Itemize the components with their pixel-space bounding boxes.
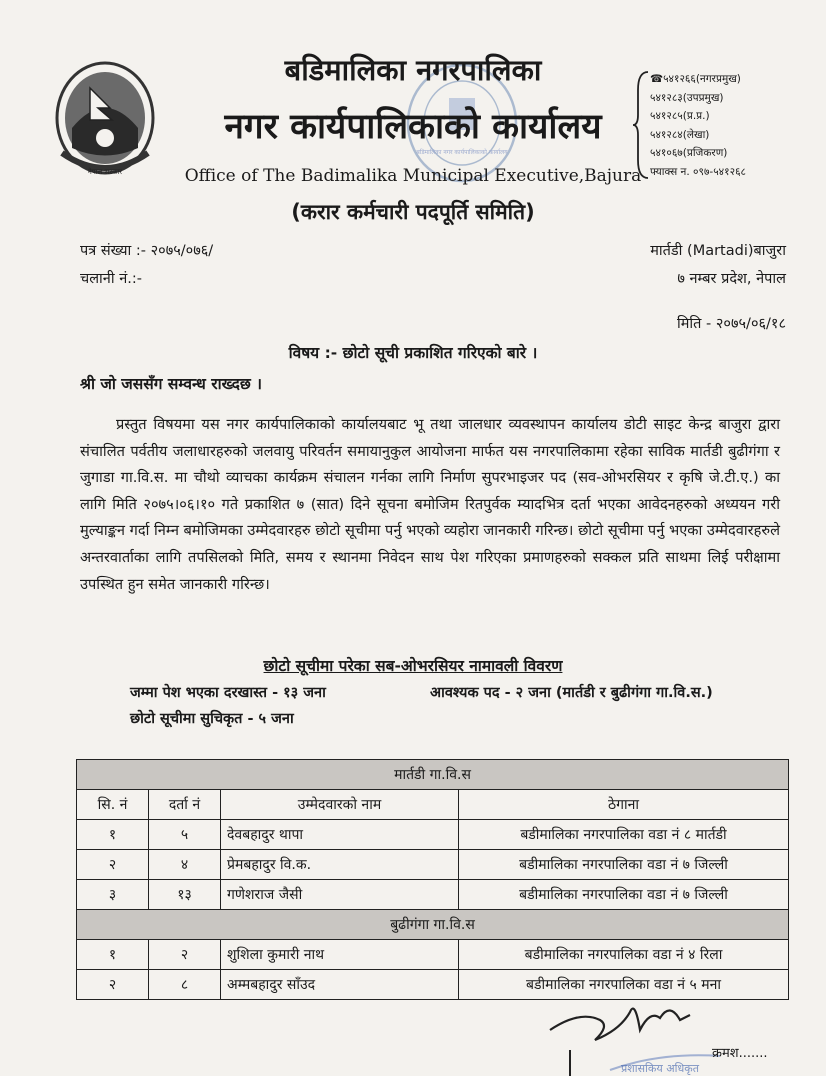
registration-cell: ५ bbox=[149, 820, 221, 850]
office-title-english: Office of The Badimalika Municipal Executive,Bajura bbox=[184, 166, 642, 186]
serial-cell: १ bbox=[77, 820, 149, 850]
column-header: ठेगाना bbox=[459, 790, 789, 820]
registration-cell: ४ bbox=[149, 850, 221, 880]
contact-line: ☎५४१२६६(नगरप्रमुख) bbox=[650, 73, 741, 85]
province: ७ नम्बर प्रदेश, नेपाल bbox=[677, 271, 786, 287]
letter-date: मिति - २०७५/०६/१८ bbox=[677, 316, 786, 332]
candidate-name-cell: देवबहादुर थापा bbox=[221, 820, 459, 850]
address-cell: बडीमालिका नगरपालिका वडा नं ७ जिल्ली bbox=[459, 850, 789, 880]
candidate-name-cell: प्रेमबहादुर वि.क. bbox=[221, 850, 459, 880]
office-title: नगर कार्यपालिकाको कार्यालय bbox=[224, 107, 602, 147]
serial-cell: ३ bbox=[77, 880, 149, 910]
address-cell: बडीमालिका नगरपालिका वडा नं ७ जिल्ली bbox=[459, 880, 789, 910]
registration-cell: २ bbox=[149, 940, 221, 970]
candidate-name-cell: गणेशराज जैसी bbox=[221, 880, 459, 910]
place: मार्तडी (Martadi)बाजुरा bbox=[650, 243, 786, 259]
section-name: मार्तडी गा.वि.स bbox=[77, 760, 789, 790]
stamp-text: बडिमालिका नगर कार्यपालिकाको कार्यालय bbox=[416, 149, 508, 156]
address-cell: बडीमालिका नगरपालिका वडा नं ४ रिला bbox=[459, 940, 789, 970]
registration-cell: १३ bbox=[149, 880, 221, 910]
contact-numbers bbox=[650, 70, 800, 181]
contact-line: ५४१२८५(प्र.प्र.) bbox=[650, 110, 710, 122]
contact-line: फ्याक्स न. ०९७-५४१२६८ bbox=[650, 165, 746, 178]
subject-line: विषय :- छोटो सूची प्रकाशित गरिएको बारे । bbox=[288, 344, 538, 362]
serial-cell: २ bbox=[77, 850, 149, 880]
contact-line: ५४१२८३(उपप्रमुख) bbox=[650, 91, 724, 104]
continued-mark: क्रमश....... bbox=[712, 1046, 768, 1061]
registration-cell: ८ bbox=[149, 970, 221, 1000]
table-row bbox=[77, 850, 789, 880]
serial-cell: २ bbox=[77, 970, 149, 1000]
emblem-caption: नेपाल सरकार bbox=[87, 168, 123, 176]
dispatch-number: चलानी नं.:- bbox=[80, 271, 142, 287]
required-posts: आवश्यक पद - २ जना (मार्तडी र बुढीगंगा गा.वि.स.) bbox=[430, 685, 713, 701]
candidate-name-cell: अम्मबहादुर साँउद bbox=[221, 970, 459, 1000]
committee-title: (करार कर्मचारी पदपूर्ति समिति) bbox=[291, 200, 535, 224]
brace-icon bbox=[632, 70, 650, 180]
shortlist-table bbox=[76, 759, 789, 1000]
column-header: उम्मेदवारको नाम bbox=[221, 790, 459, 820]
shortlisted-count: छोटो सूचीमा सुचिकृत - ५ जना bbox=[130, 711, 294, 727]
reference-number: पत्र संख्या :- २०७५/०७६/ bbox=[80, 243, 214, 259]
address-cell: बडीमालिका नगरपालिका वडा नं ८ मार्तडी bbox=[459, 820, 789, 850]
section-row bbox=[77, 910, 789, 940]
signature-stamp-text: प्रशासकिय अधिकृत bbox=[621, 1062, 699, 1075]
serial-cell: १ bbox=[77, 940, 149, 970]
salutation: श्री जो जससँग सम्वन्ध राख्दछ । bbox=[80, 375, 262, 393]
table-row bbox=[77, 880, 789, 910]
municipality-name: बडिमालिका नगरपालिका bbox=[284, 53, 542, 87]
total-applications: जम्मा पेश भएका दरखास्त - १३ जना bbox=[130, 685, 326, 701]
column-header: सि. नं bbox=[77, 790, 149, 820]
table-row bbox=[77, 940, 789, 970]
contact-line: ५४१२८४(लेखा) bbox=[650, 128, 710, 141]
summary-title: छोटो सूचीमा परेका सब-ओभरसियर नामावली विवरण bbox=[263, 657, 563, 675]
header-row bbox=[77, 790, 789, 820]
table-row bbox=[77, 820, 789, 850]
candidate-name-cell: शुशिला कुमारी नाथ bbox=[221, 940, 459, 970]
section-name: बुढीगंगा गा.वि.स bbox=[77, 910, 789, 940]
column-header: दर्ता नं bbox=[149, 790, 221, 820]
contact-line: ५४१०६७(प्रजिकरण) bbox=[650, 147, 728, 159]
signature-icon bbox=[540, 990, 730, 1076]
address-cell: बडीमालिका नगरपालिका वडा नं ५ मना bbox=[459, 970, 789, 1000]
letter-body: प्रस्तुत विषयमा यस नगर कार्यपालिकाको कार्यालयबाट भू तथा जालधार व्यवस्थापन कार्यालय डोटी साइट केन्द्र बाजुरा द्वारा संचालित पर्वतीय जलाधारहरुको जलवायु परिवर्तन समायानुकुल आयोजना मार्फत यस नगरपालिकामा रहेका साविक मार्तडी बुढीगंगा र जुगाडा गा.वि.स. मा चौथो व्याचका कार्यक्रम संचालन गर्नका लागि निर्माण सुपरभाइजर पद (सव-ओभरसियर र कृषि जे.टी.ए.) का लागि मिति २०७५।०६।१० गते प्रकाशित ७ (सात) दिने सूचना बमोजिम रितपुर्वक म्यादभित्र दर्ता भएका आवेदनहरुको अध्ययन गरी मुल्याङ्कन गर्दा निम्न बमोजिमका उम्मेदवारहरु छोटो सूचीमा पर्नु भएको व्यहोरा जानकारी गरिन्छ। छोटो सूचीमा पर्नु भएका उम्मेदवारहरुले अन्तरवार्ताका लागि तपसिलको मिति, समय र स्थानमा निवेदन साथ पेश गरिएका प्रमाणहरुको सक्कल प्रति साथमा लिई परीक्षामा उपस्थित हुन समेत जानकारी गरिन्छ। bbox=[80, 416, 780, 593]
section-row bbox=[77, 760, 789, 790]
